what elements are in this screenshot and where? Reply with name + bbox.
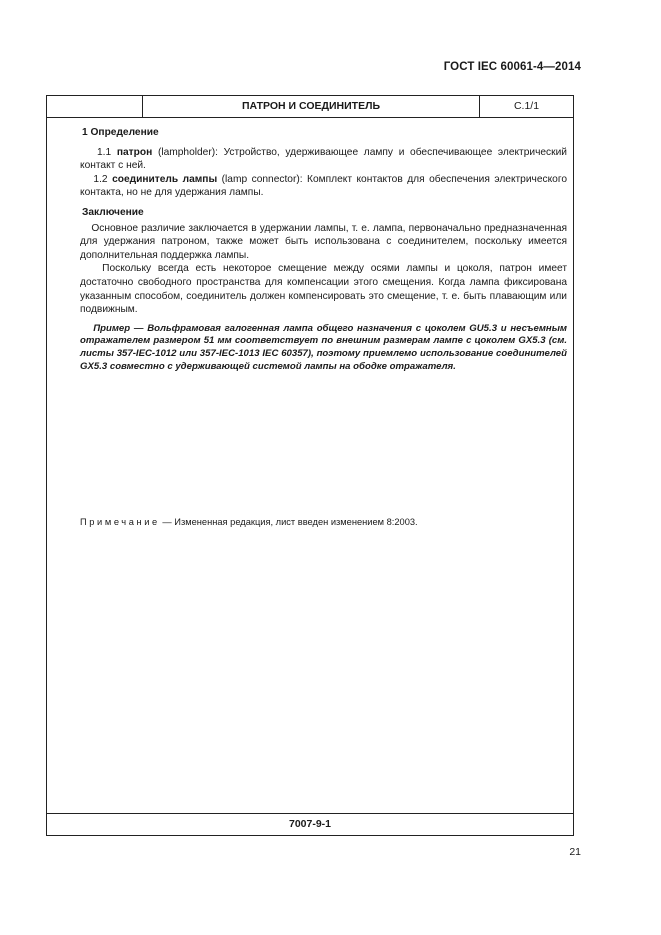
note [80,516,560,528]
header-empty-cell [47,96,143,117]
definition-text: (lamp connector): Комплект контактов для обеспечения электрического контакта, но не для удержания лампы. [80,173,568,199]
example-paragraph [80,323,567,373]
sheet-number: 7007-9-1 [47,813,573,835]
definition-item-1 [80,146,567,173]
standard-code: ГОСТ IEC 60061-4—2014 [443,61,581,73]
section-heading-conclusion: Заключение [82,206,144,218]
sheet-frame [46,95,574,836]
item-number: 1.1 [97,146,112,158]
note-label: Примечание [80,517,160,527]
sheet-index: С.1/1 [513,100,540,112]
section-heading-definition: 1 Определение [82,127,159,138]
conclusion-paragraph-2 [80,262,567,316]
example-text: Пример — Вольфрамовая галогенная лампа общего назначения с цоколем GU5.3 и несъемным отражателем размером 51 мм соответствует по внешним размерам лампе с цоколем GX5.3 (см. листы 357-IEC-1012 или 357-IEC-1013 IEC 60357), поэтому приемлемо использование соединителей GX5.3 совместно с удерживающей системой лампы на ободке отражателя. [80,322,568,372]
definition-item-2 [80,173,567,200]
sheet-content [80,126,567,373]
term-lampholder: патрон [116,146,153,158]
note-text: — Измененная редакция, лист введен изменением 8:2003. [162,517,418,527]
sheet-header [47,96,573,118]
conclusion-paragraph-1 [80,222,567,263]
term-lamp-connector: соединитель лампы [112,173,218,185]
page-number: 21 [569,846,581,858]
item-number: 1.2 [93,173,108,185]
sheet-title: ПАТРОН И СОЕДИНИТЕЛЬ [143,96,480,117]
paragraph-text: Поскольку всегда есть некоторое смещение между осями лампы и цоколя, патрон имеет достаточно свободного пространства для компенсации этого смещения. Когда лампа фиксирована указанным способом, соединитель должен компенсировать это смещение, т. е. быть плавающим или подвижным. [80,263,567,316]
definition-text: (lampholder): Устройство, удерживающее лампу и обеспечивающее электрический контакт с ней. [80,146,567,172]
paragraph-text: Основное различие заключается в удержании лампы, т. е. лампа, первоначально предназначенная для удержания патроном, также может быть использована с соединителем, поскольку имеется дополнительная поддержка лампы. [80,222,567,261]
